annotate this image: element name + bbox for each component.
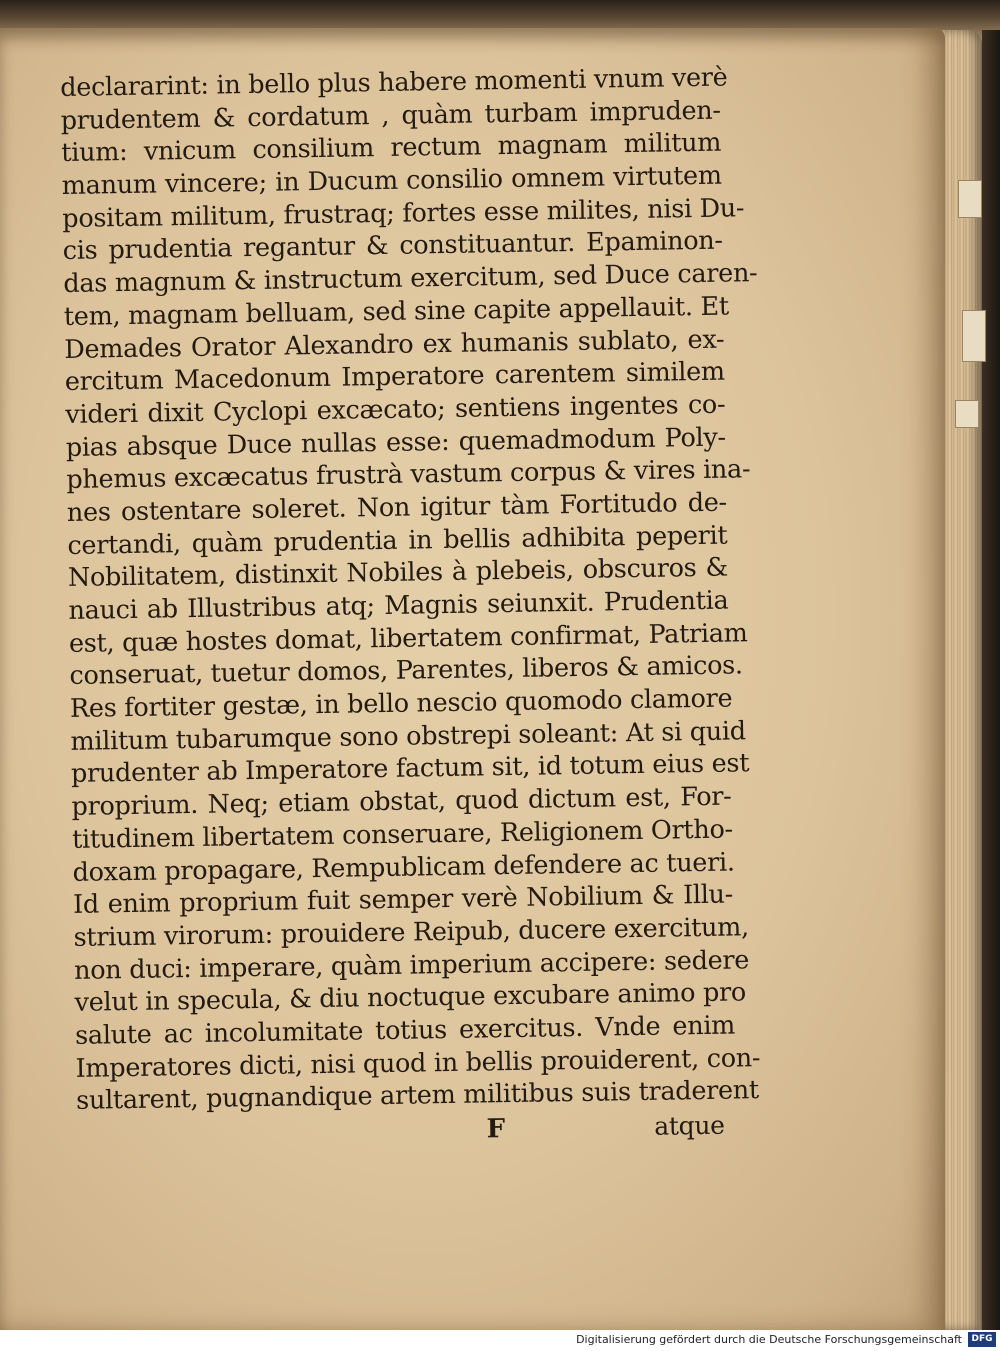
- body-text: [60, 62, 761, 1154]
- page-tab: [955, 400, 979, 428]
- text-line: declararint: in bello plus habere momenti vnum verè: [60, 62, 728, 103]
- page-tab: [962, 310, 986, 362]
- dfg-logo-icon: DFG: [968, 1332, 996, 1347]
- catchword: atque: [654, 1110, 725, 1141]
- text-line: conseruat, tuetur domos, Parentes, liberos & amicos.: [69, 650, 743, 692]
- text-line: Id enim proprium fuit semper verè Nobilium & Illu-: [72, 879, 734, 921]
- digitization-footer: [0, 1330, 1000, 1351]
- text-line: tem, magnam belluam, sed sine capite appellauit. Et: [63, 291, 730, 332]
- text-line: est, quæ hostes domat, libertatem confirmat, Patriam: [68, 617, 748, 659]
- text-line: positam militum, frustraq; fortes esse milites, nisi Du-: [62, 193, 745, 234]
- text-line: nauci ab Illustribus atq; Magnis seiunxit. Prudentia: [68, 585, 729, 626]
- text-line: certandi, quàm prudentia in bellis adhibita peperit: [67, 520, 728, 561]
- text-line: sultarent, pugnandique artem militibus suis traderent: [75, 1075, 760, 1117]
- text-line: Nobilitatem, distinxit Nobiles à plebeis, obscuros &: [67, 552, 729, 594]
- text-line: Res fortiter gestæ, in bello nescio quomodo clamore: [69, 683, 733, 724]
- text-line: pias absque Duce nullas esse: quemadmodum Poly-: [65, 422, 727, 463]
- text-line: doxam propagare, Rempublicam defendere ac tueri.: [72, 847, 735, 888]
- text-line: manum vincere; in Ducum consilio omnem virtutem: [61, 160, 722, 202]
- signature-mark: F: [486, 1114, 506, 1145]
- text-line: proprium. Neq; etiam obstat, quod dictum est, For-: [71, 781, 732, 823]
- text-line: titudinem libertatem conseruare, Religionem Ortho-: [71, 814, 734, 855]
- page-tab: [958, 180, 982, 218]
- text-line: velut in specula, & diu noctuque excubare animo pro: [74, 977, 747, 1019]
- text-line: phemus excæcatus frustrà vastum corpus & vires ina-: [66, 454, 751, 496]
- text-line: salute ac incolumitate totius exercitus. Vnde enim: [74, 1010, 736, 1051]
- text-line: nes ostentare soleret. Non igitur tàm Fortitudo de-: [66, 487, 728, 528]
- text-line: prudentem & cordatum , quàm turbam impruden-: [60, 95, 721, 136]
- text-line: Demades Orator Alexandro ex humanis sublato, ex-: [64, 324, 725, 365]
- text-line: das magnum & instructum exercitum, sed Duce caren-: [63, 258, 758, 300]
- page-stack-edge: [940, 30, 982, 1330]
- text-line: Imperatores dicti, nisi quod in bellis prouiderent, con-: [75, 1042, 761, 1084]
- text-line: non duci: imperare, quàm imperium accipere: sedere: [73, 944, 750, 986]
- funding-credit: Digitalisierung gefördert durch die Deutsche Forschungsgemeinschaft: [576, 1333, 962, 1346]
- text-line: strium virorum: prouidere Reipub, ducere exercitum,: [73, 912, 750, 953]
- text-line: militum tubarumque sono obstrepi soleant: At si quid: [70, 716, 746, 757]
- text-line: videri dixit Cyclopi excæcato; sentiens ingentes co-: [65, 389, 726, 430]
- book-spine-shadow: [982, 30, 1000, 1330]
- text-line: prudenter ab Imperatore factum sit, id totum eius est: [70, 748, 750, 790]
- text-line: cis prudentia regantur & constituantur. Epaminon-: [62, 226, 723, 267]
- text-line: tium: vnicum consilium rectum magnam militum: [61, 127, 722, 169]
- text-line: ercitum Macedonum Imperatore carentem similem: [64, 356, 726, 398]
